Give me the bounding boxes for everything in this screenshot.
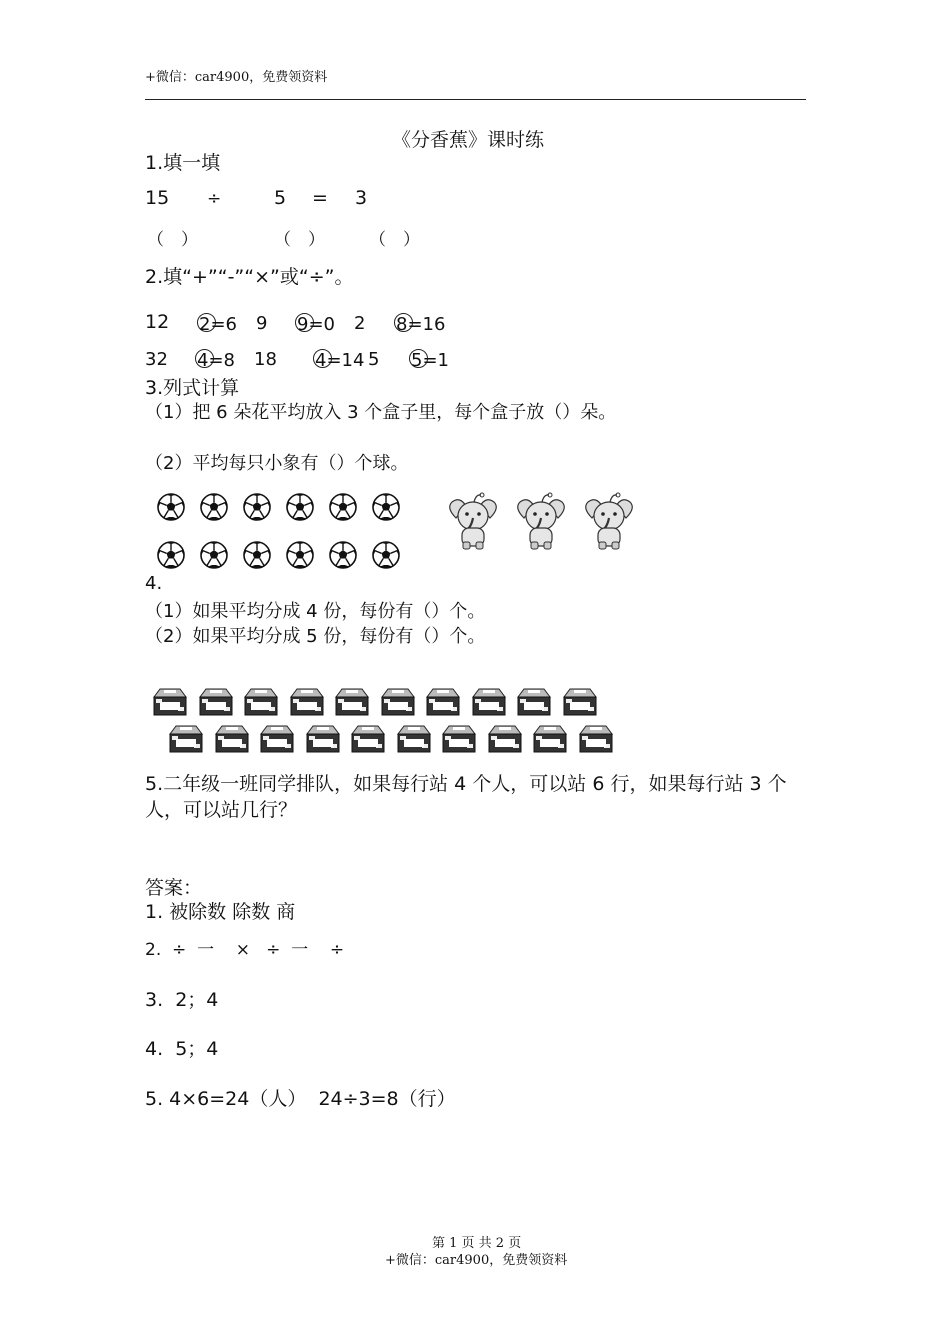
answers-heading: 答案：	[145, 877, 203, 899]
q1-blank-3: （ ）	[369, 230, 420, 250]
page-number: 第 1 页 共 2 页	[432, 1236, 522, 1251]
answer-1: 1. 被除数 除数 商	[145, 901, 296, 923]
soccer-ball-icon	[200, 541, 228, 569]
q1-equals: =	[312, 187, 328, 209]
q3-part-2: （2）平均每只小象有（）个球。	[145, 453, 409, 474]
milk-carton-icon	[332, 687, 372, 717]
q2-r2-e2: 4=14	[315, 350, 365, 371]
q4-part-2: （2）如果平均分成 5 份，每份有（）个。	[145, 626, 486, 647]
milk-carton-icon	[241, 687, 281, 717]
milk-carton-icon	[150, 687, 190, 717]
q1-divisor: 5	[274, 187, 287, 209]
elephant-icon	[576, 490, 642, 552]
soccer-ball-icon	[157, 493, 185, 521]
milk-carton-icon	[378, 687, 418, 717]
soccer-ball-icon	[157, 541, 185, 569]
q1-dividend: 15	[145, 187, 170, 209]
soccer-ball-icon	[329, 541, 357, 569]
header-text: +微信：car4900，免费领资料	[145, 70, 328, 85]
q4-part-1: （1）如果平均分成 4 份，每份有（）个。	[145, 601, 486, 622]
q2-r2-n2: 18	[254, 349, 277, 370]
milk-carton-icon	[423, 687, 463, 717]
milk-carton-icon	[394, 724, 434, 754]
milk-carton-icon	[287, 687, 327, 717]
q2-r1-n3: 2	[354, 313, 366, 334]
answer-4: 4. 5；4	[145, 1038, 219, 1060]
q2-r1-n2: 9	[256, 313, 268, 334]
milk-carton-icon	[257, 724, 297, 754]
milk-carton-icon	[485, 724, 525, 754]
milk-carton-icon	[212, 724, 252, 754]
q1-divide-sign: ÷	[207, 189, 222, 209]
q2-r2-n1: 32	[145, 349, 168, 370]
milk-carton-icon	[469, 687, 509, 717]
milk-carton-icon	[576, 724, 616, 754]
q1-blank-2: （ ）	[274, 230, 325, 250]
soccer-ball-icon	[200, 493, 228, 521]
milk-carton-icon	[439, 724, 479, 754]
q2-r2-e1: 4=8	[197, 350, 235, 371]
soccer-ball-icon	[286, 541, 314, 569]
elephant-icon	[508, 490, 574, 552]
milk-carton-icon	[560, 687, 600, 717]
page-title: 《分香蕉》课时练	[392, 129, 545, 151]
q1-heading: 1.填一填	[145, 152, 221, 174]
q2-r1-e1: 2=6	[199, 314, 237, 335]
q1-quotient: 3	[355, 187, 368, 209]
q4-heading: 4.	[145, 573, 163, 594]
elephant-icon	[440, 490, 506, 552]
milk-carton-icon	[166, 724, 206, 754]
q3-heading: 3.列式计算	[145, 377, 240, 399]
milk-carton-icon	[514, 687, 554, 717]
milk-carton-icon	[196, 687, 236, 717]
milk-carton-icon	[348, 724, 388, 754]
q2-r2-n3: 5	[368, 349, 380, 370]
soccer-ball-icon	[372, 541, 400, 569]
q3-part-1: （1）把 6 朵花平均放入 3 个盒子里，每个盒子放（）朵。	[145, 402, 617, 423]
soccer-ball-icon	[286, 493, 314, 521]
milk-carton-icon	[530, 724, 570, 754]
soccer-ball-icon	[243, 493, 271, 521]
q5-text: 5.二年级一班同学排队，如果每行站 4 个人，可以站 6 行，如果每行站 3 个人，可以站几行？	[145, 773, 787, 821]
q1-blank-1: （ ）	[147, 230, 198, 250]
soccer-ball-icon	[372, 493, 400, 521]
answer-2: 2. ÷ 一 × ÷ 一 ÷	[145, 940, 345, 960]
q2-r2-e3: 5=1	[411, 350, 449, 371]
q2-r1-n1: 12	[145, 311, 170, 333]
q2-r1-e3: 8=16	[396, 314, 446, 335]
q2-r1-e2: 9=0	[297, 314, 335, 335]
answer-5: 5. 4×6=24（人） 24÷3=8（行）	[145, 1088, 456, 1110]
q2-heading: 2.填“+”“-”“×”或“÷”。	[145, 266, 354, 288]
footer-text: +微信：car4900，免费领资料	[385, 1253, 568, 1268]
soccer-ball-icon	[243, 541, 271, 569]
milk-carton-icon	[303, 724, 343, 754]
soccer-ball-icon	[329, 493, 357, 521]
header-rule	[145, 99, 806, 100]
answer-3: 3. 2；4	[145, 989, 219, 1011]
